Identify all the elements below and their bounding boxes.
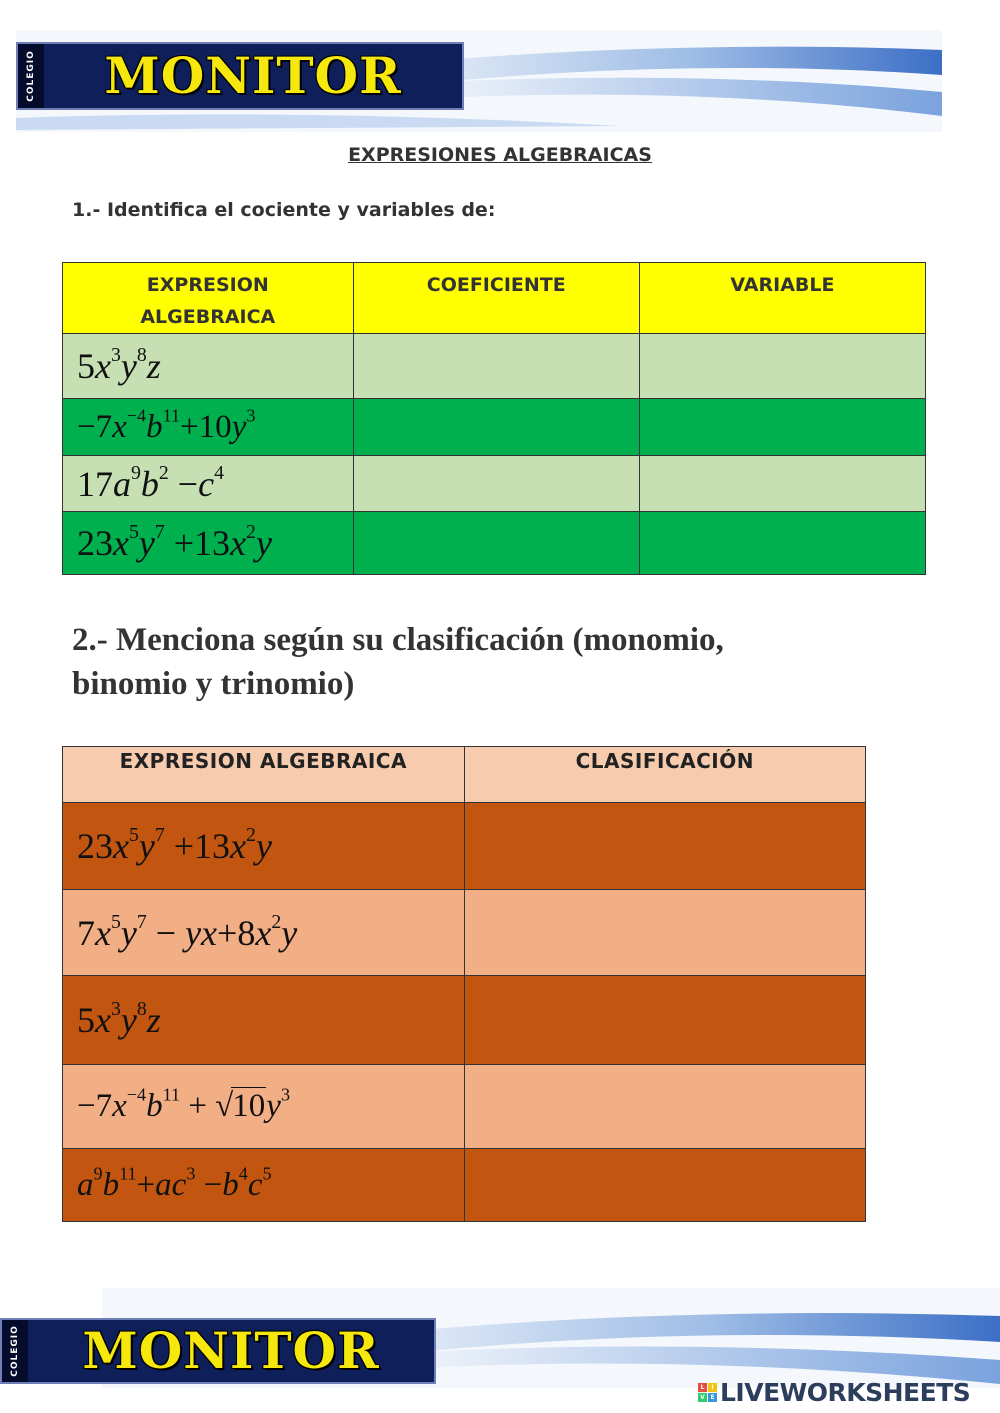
liveworksheets-logo-icon: L I V E (698, 1383, 717, 1402)
coefficient-answer-cell[interactable] (353, 456, 639, 512)
expression-cell: $23x^5y^7 +13x^2y$ (63, 512, 354, 575)
school-logo (0, 1318, 436, 1384)
expression-cell: $-7x^{-4}b^{11}+10y^3$ (63, 399, 354, 456)
liveworksheets-brand (698, 1378, 970, 1407)
variable-answer-cell[interactable] (639, 512, 925, 575)
table-row (63, 1149, 866, 1222)
header-classification: CLASIFICACIÓN (464, 747, 865, 803)
header-expression: EXPRESION ALGEBRAICA (63, 747, 465, 803)
table-row (63, 976, 866, 1065)
expression-cell: $17a^9b^2 -c^4$ (63, 456, 354, 512)
logo-side-label: COLEGIO (18, 44, 44, 108)
table-row (63, 334, 926, 399)
variable-answer-cell[interactable] (639, 456, 925, 512)
table-row (63, 890, 866, 976)
classification-answer-cell[interactable] (464, 1065, 865, 1149)
classification-answer-cell[interactable] (464, 976, 865, 1065)
expression-cell: $a^9b^{11}+ac^3 -b^4c^5$ (63, 1149, 465, 1222)
table-row (63, 512, 926, 575)
table-row (63, 1065, 866, 1149)
question-2-text: 2.- Menciona según su clasificación (monomio, binomio y trinomio) (72, 622, 724, 702)
logo-side-label: COLEGIO (2, 1320, 28, 1382)
expression-cell: $-7x^{-4}b^{11} + √10y^3$ (63, 1065, 465, 1149)
coefficient-answer-cell[interactable] (353, 334, 639, 399)
header-expression: EXPRESION ALGEBRAICA (63, 263, 354, 334)
logo-text: MONITOR (104, 46, 402, 105)
table-header-row (63, 263, 926, 334)
classification-table (62, 746, 866, 1222)
classification-answer-cell[interactable] (464, 890, 865, 976)
table-row (63, 803, 866, 890)
classification-answer-cell[interactable] (464, 1149, 865, 1222)
header-banner (0, 30, 1000, 132)
variable-answer-cell[interactable] (639, 334, 925, 399)
liveworksheets-text: LIVEWORKSHEETS (720, 1378, 971, 1407)
header-variable: VARIABLE (639, 263, 925, 334)
variable-answer-cell[interactable] (639, 399, 925, 456)
coefficient-answer-cell[interactable] (353, 512, 639, 575)
school-logo (16, 42, 464, 110)
question-1-text: 1.- Identifica el cociente y variables de: (72, 199, 496, 221)
table-row (63, 399, 926, 456)
expression-cell: $7x^5y^7 - yx+8x^2y$ (63, 890, 465, 976)
logo-text: MONITOR (82, 1321, 380, 1380)
classification-answer-cell[interactable] (464, 803, 865, 890)
table-header-row (63, 747, 866, 803)
coefficient-answer-cell[interactable] (353, 399, 639, 456)
expression-cell: $5x^3y^8z$ (63, 976, 465, 1065)
coefficient-variable-table (62, 262, 926, 575)
page-title: EXPRESIONES ALGEBRAICAS (348, 144, 652, 166)
expression-cell: $5x^3y^8z$ (63, 334, 354, 399)
table-row (63, 456, 926, 512)
header-coefficient: COEFICIENTE (353, 263, 639, 334)
expression-cell: $23x^5y^7 +13x^2y$ (63, 803, 465, 890)
